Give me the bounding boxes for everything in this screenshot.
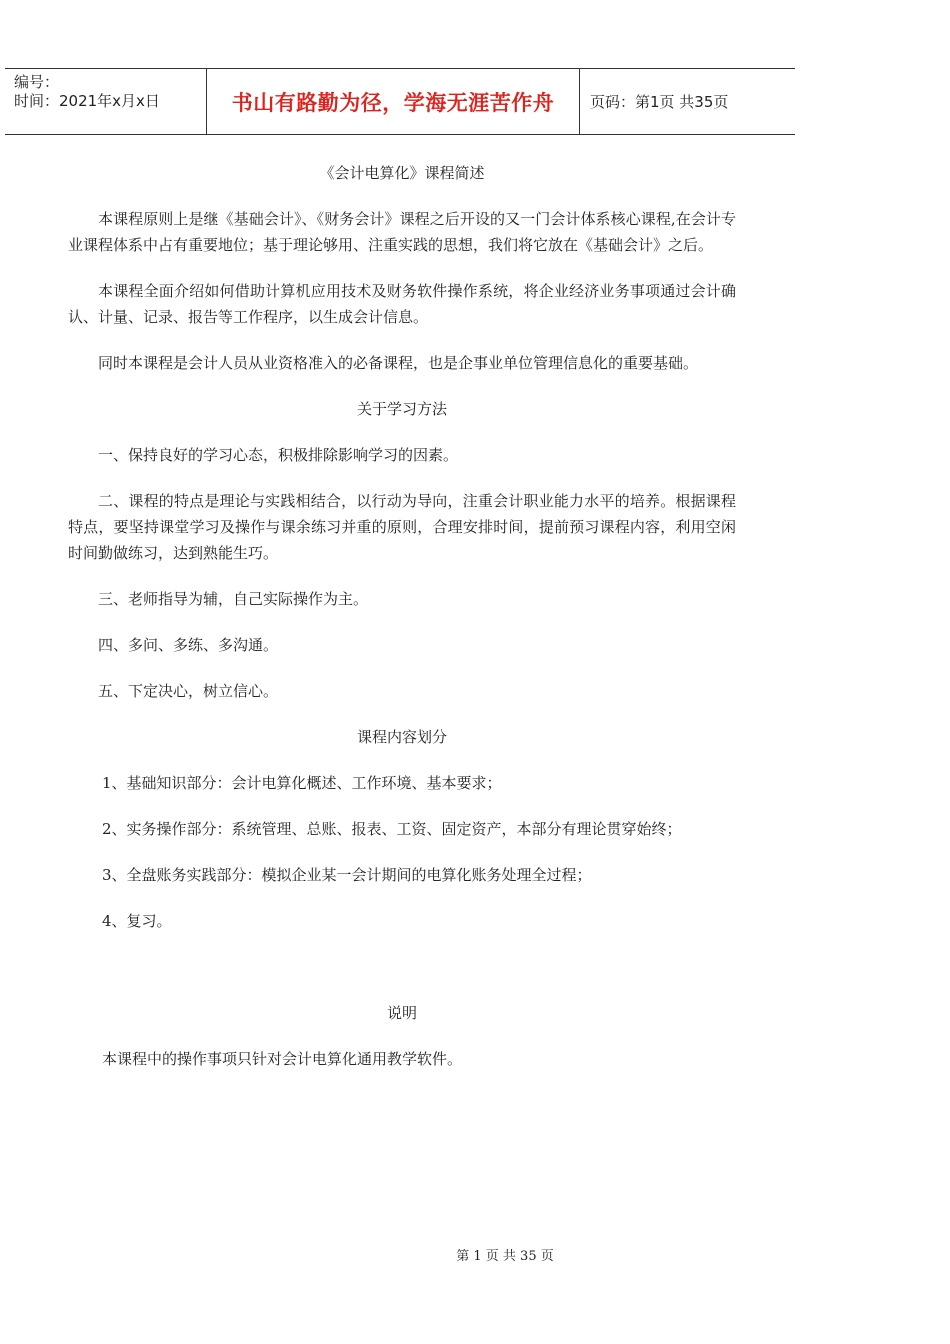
header-page-number: 页码：第1页 共35页 <box>590 93 729 111</box>
list-item: 一、保持良好的学习心态，积极排除影响学习的因素。 <box>98 446 459 464</box>
section-title-course-overview: 《会计电算化》课程简述 <box>319 164 485 182</box>
page-footer <box>0 1245 950 1264</box>
list-item: 四、多问、多练、多沟通。 <box>98 636 279 654</box>
section-title-content-division: 课程内容划分 <box>356 728 447 746</box>
list-item: 三、老师指导为辅，自己实际操作为主。 <box>98 590 369 608</box>
header-meta <box>5 69 207 134</box>
header-motto: 书山有路勤为径，学海无涯苦作舟 <box>231 90 555 115</box>
document-body <box>68 160 736 1072</box>
section-title-study-methods: 关于学习方法 <box>356 400 447 418</box>
list-item: 2、实务操作部分：系统管理、总账、报表、工资、固定资产，本部分有理论贯穿始终； <box>102 820 682 838</box>
header-motto-cell <box>207 69 580 134</box>
list-item: 4、复习。 <box>102 912 172 930</box>
time-label: 时间：2021年x月x日 <box>14 92 160 110</box>
serial-number-label: 编号： <box>14 73 60 91</box>
header-page-cell <box>580 69 795 134</box>
paragraph: 同时本课程是会计人员从业资格准入的必备课程，也是企事业单位管理信息化的重要基础。 <box>98 354 699 372</box>
list-item: 1、基础知识部分：会计电算化概述、工作环境、基本要求； <box>102 774 502 792</box>
paragraph: 本课程全面介绍如何借助计算机应用技术及财务软件操作系统，将企业经济业务事项通过会计确认、计量、记录、报告等工作程序，以生成会计信息。 <box>68 282 736 326</box>
document-header <box>5 68 795 135</box>
list-item: 五、下定决心，树立信心。 <box>98 682 279 700</box>
list-item: 二、课程的特点是理论与实践相结合，以行动为导向，注重会计职业能力水平的培养。根据课程特点，要坚持课堂学习及操作与课余练习并重的原则，合理安排时间，提前预习课程内容，利用空闲时间勤做练习，达到熟能生巧。 <box>68 492 736 562</box>
section-title-notes: 说明 <box>386 1004 417 1022</box>
notes-text: 本课程中的操作事项只针对会计电算化通用教学软件。 <box>102 1050 463 1068</box>
footer-page-number: 第 1 页 共 35 页 <box>456 1249 554 1264</box>
list-item: 3、全盘账务实践部分：模拟企业某一会计期间的电算化账务处理全过程； <box>102 866 592 884</box>
paragraph: 本课程原则上是继《基础会计》、《财务会计》课程之后开设的又一门会计体系核心课程,在会计专业课程体系中占有重要地位；基于理论够用、注重实践的思想，我们将它放在《基础会计》之后。 <box>68 210 736 254</box>
